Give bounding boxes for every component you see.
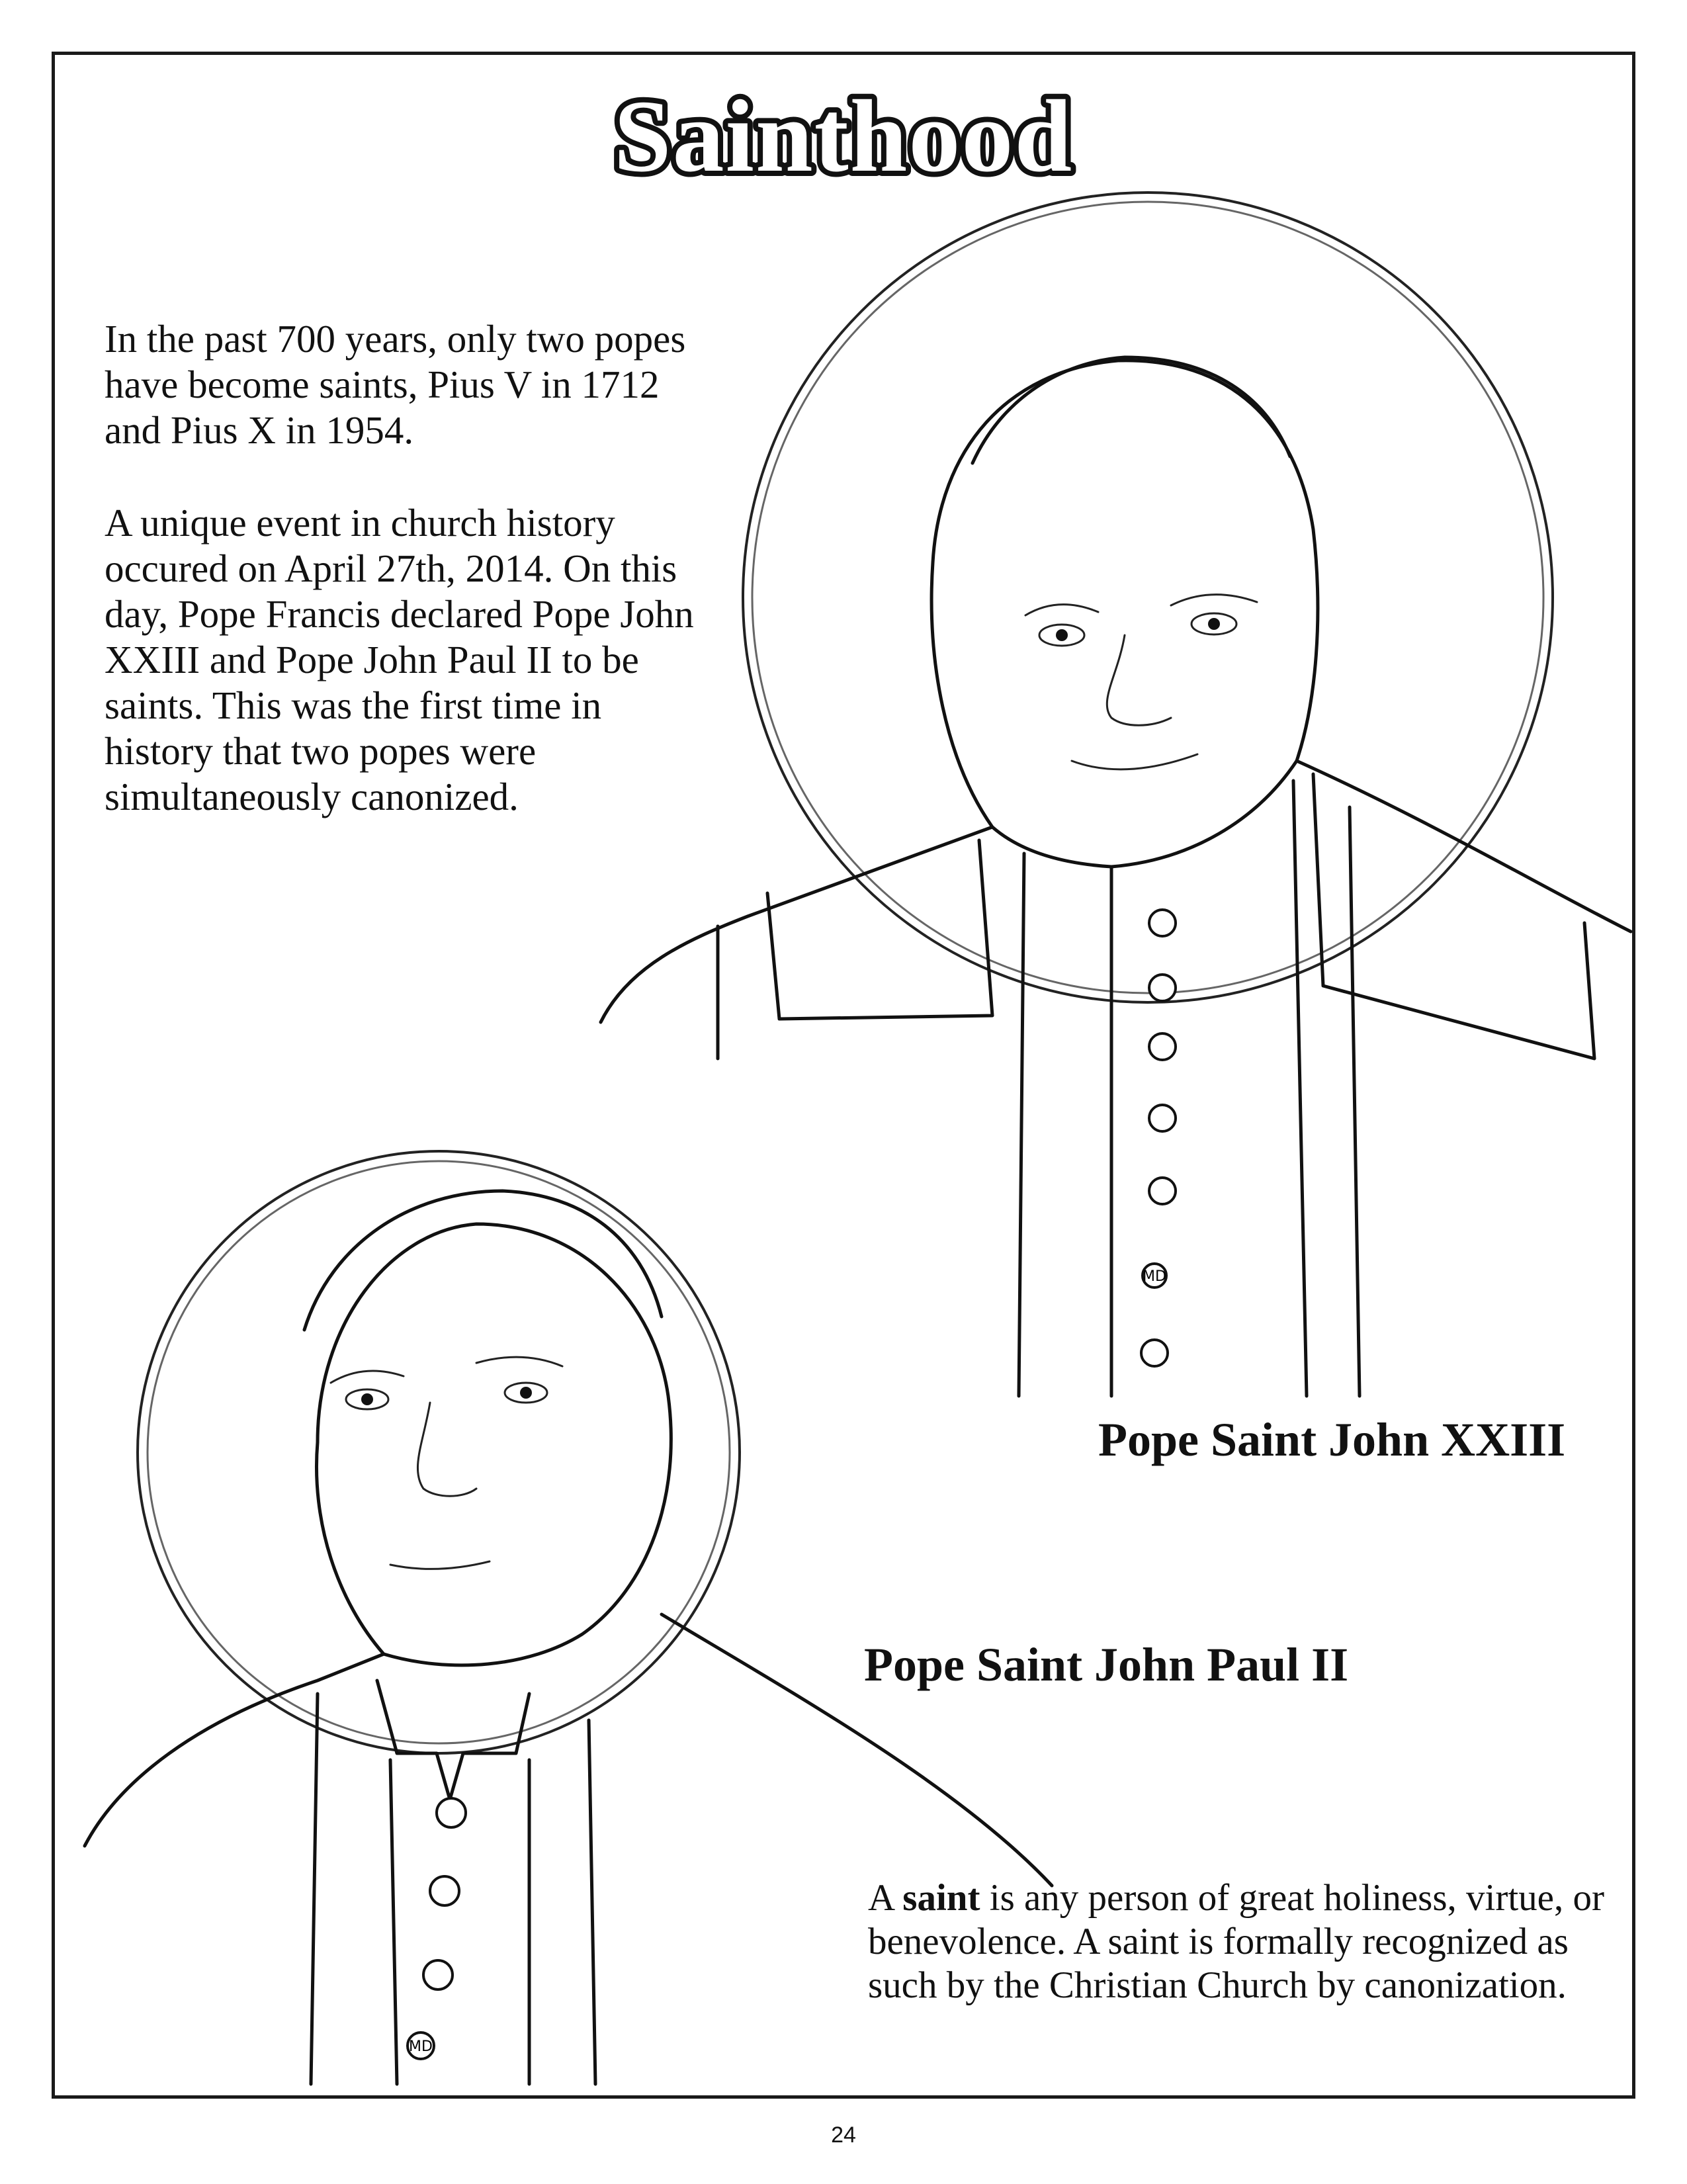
pupil-left-john xyxy=(1056,629,1068,641)
buttons-jp xyxy=(408,1798,466,2059)
nose-john xyxy=(1107,635,1171,725)
definition-term: saint xyxy=(902,1877,980,1919)
mozzetta-right-john xyxy=(1313,774,1594,1059)
event-paragraph: A unique event in church history occured on April 27th, 2014. On this day, Pope Francis declared Pope John XXIII and Pope John Paul II to be saints. This was the first time in history that two popes were simultaneously canonized. xyxy=(105,501,694,818)
halo-inner-john xyxy=(752,202,1543,993)
shoulder-left-jp xyxy=(85,1654,384,1846)
shoulder-left-john xyxy=(601,827,992,1022)
mozzetta-left-john xyxy=(718,840,992,1059)
artist-initials-jp: MD xyxy=(409,2038,433,2055)
eyebrows-john xyxy=(1025,595,1257,615)
caption-john-paul-ii: Pope Saint John Paul II xyxy=(864,1638,1349,1691)
definition-lead: A xyxy=(868,1877,903,1919)
saint-definition xyxy=(868,1876,1609,2007)
cassock-lines-john xyxy=(1019,781,1360,1396)
pupil-left-jp xyxy=(361,1393,373,1405)
page-title: Sainthood xyxy=(613,79,1074,193)
buttons-john xyxy=(1141,910,1176,1366)
pupil-right-jp xyxy=(520,1387,532,1399)
shoulder-right-john xyxy=(1297,761,1631,932)
head-john xyxy=(931,361,1318,867)
head-jp xyxy=(316,1224,671,1665)
pupil-right-john xyxy=(1208,618,1220,630)
page-number: 24 xyxy=(831,2122,856,2148)
caption-john-xxiii: Pope Saint John XXIII xyxy=(1098,1413,1566,1466)
artist-initials-john: MD xyxy=(1143,1268,1166,1285)
mouth-john xyxy=(1072,754,1197,769)
eyebrows-jp xyxy=(331,1357,562,1383)
definition-body: is any person of great holiness, virtue, or benevolence. A saint is formally recognized as such by the Christian Church by canonization. xyxy=(868,1877,1604,2006)
intro-paragraph: In the past 700 years, only two popes have become saints, Pius V in 1712 and Pius X in 1954. xyxy=(105,317,686,452)
halo-inner-jp xyxy=(148,1161,730,1743)
zucchetto-john xyxy=(973,357,1290,463)
nose-jp xyxy=(417,1403,476,1496)
halo-outer-john xyxy=(743,193,1553,1002)
mouth-jp xyxy=(390,1561,490,1569)
portrait-john-xxiii xyxy=(601,193,1631,1396)
hair-jp xyxy=(304,1191,662,1330)
